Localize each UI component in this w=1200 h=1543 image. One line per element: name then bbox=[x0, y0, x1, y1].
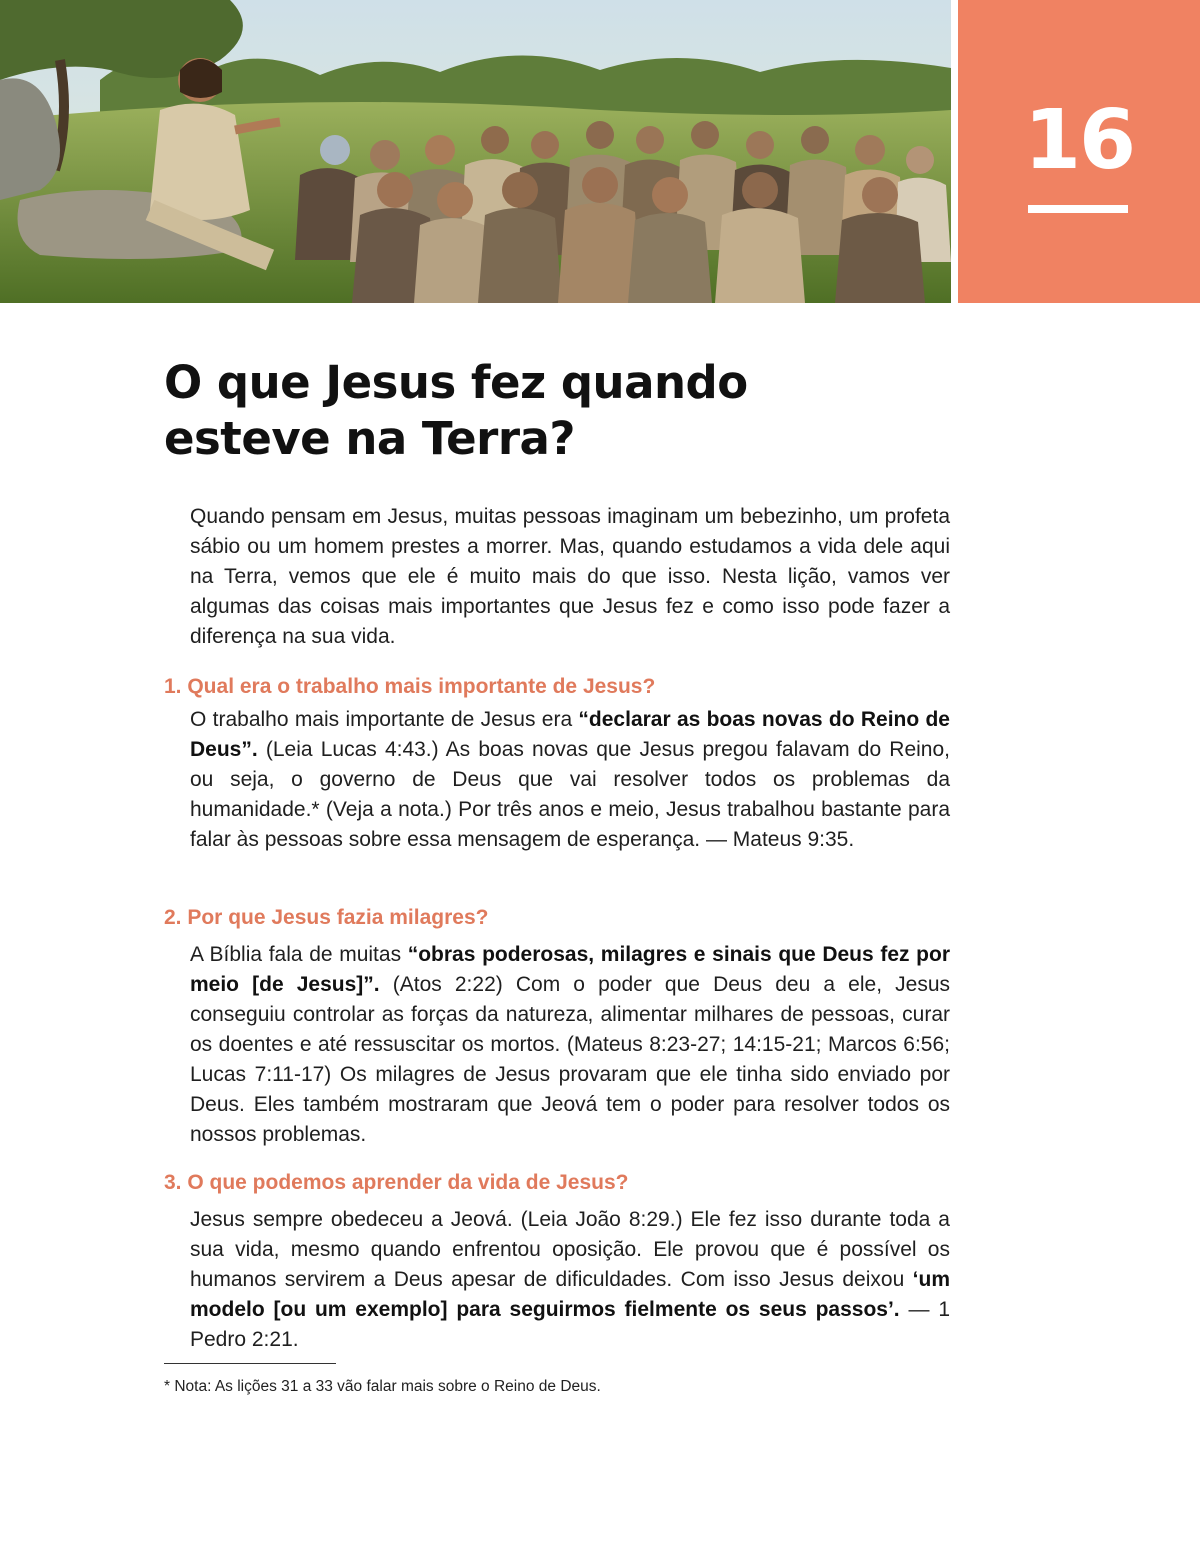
question-3-heading: 3. O que podemos aprender da vida de Jesus? bbox=[164, 1171, 629, 1194]
footnote-divider bbox=[164, 1363, 336, 1364]
answer-1-text-b: (Leia Lucas 4:43.) As boas novas que Jesus pregou falavam do Reino, ou seja, o governo de Deus que vai resolver todos os problemas da humanidade.* (Veja a nota.) Por três anos e meio, Jesus trabalhou bastante para falar às pessoas sobre essa mensagem de esperança. — Mateus 9:35. bbox=[190, 738, 950, 851]
page-title bbox=[164, 355, 924, 467]
answer-2-paragraph bbox=[190, 940, 950, 1150]
answer-2-emphasis: “obras poderosas, milagres e sinais que Deus fez por meio [de Jesus]”. bbox=[190, 943, 950, 996]
badge-underline bbox=[1028, 205, 1128, 213]
title-line-2: esteve na Terra? bbox=[164, 412, 576, 465]
answer-2-text-b: (Atos 2:22) Com o poder que Deus deu a ele, Jesus conseguiu controlar as forças da natureza, alimentar milhares de pessoas, curar os doentes e até ressuscitar os mortos. (Mateus 8:23-27; 14:15-21; Marcos 6:56; Lucas 7:11-17) Os milagres de Jesus provaram que ele tinha sido enviado por Deus. Eles também mostraram que Jeová tem o poder para resolver todos os nossos problemas. bbox=[190, 973, 950, 1146]
answer-2-text-a: A Bíblia fala de muitas bbox=[190, 943, 408, 966]
header-illustration bbox=[0, 0, 951, 303]
answer-1-paragraph bbox=[190, 705, 950, 855]
lesson-number-badge bbox=[958, 0, 1200, 303]
answer-1-text-a: O trabalho mais importante de Jesus era bbox=[190, 708, 579, 731]
answer-3-emphasis: ‘um modelo [ou um exemplo] para seguirmos fielmente os seus passos’. bbox=[190, 1268, 950, 1321]
footnote: * Nota: As lições 31 a 33 vão falar mais sobre o Reino de Deus. bbox=[164, 1378, 601, 1395]
answer-1-emphasis: “declarar as boas novas do Reino de Deus”. bbox=[190, 708, 950, 761]
answer-3-paragraph bbox=[190, 1205, 950, 1355]
jesus-teaching-crowd-illustration bbox=[0, 0, 951, 303]
lesson-number: 16 bbox=[1023, 93, 1135, 188]
answer-3-text-b: — 1 Pedro 2:21. bbox=[190, 1298, 950, 1351]
title-line-1: O que Jesus fez quando bbox=[164, 356, 748, 409]
question-1-heading: 1. Qual era o trabalho mais importante de Jesus? bbox=[164, 675, 656, 698]
answer-3-text-a: Jesus sempre obedeceu a Jeová. (Leia João 8:29.) Ele fez isso durante toda a sua vida, mesmo quando enfrentou oposição. Ele provou que é possível os humanos servirem a Deus apesar de dificuldades. Com isso Jesus deixou bbox=[190, 1208, 950, 1291]
intro-paragraph: Quando pensam em Jesus, muitas pessoas imaginam um bebezinho, um profeta sábio ou um homem prestes a morrer. Mas, quando estudamos a vida dele aqui na Terra, vemos que ele é muito mais do que isso. Nesta lição, vamos ver algumas das coisas mais importantes que Jesus fez e como isso pode fazer a diferença na sua vida. bbox=[190, 505, 950, 648]
question-2-heading: 2. Por que Jesus fazia milagres? bbox=[164, 906, 489, 929]
